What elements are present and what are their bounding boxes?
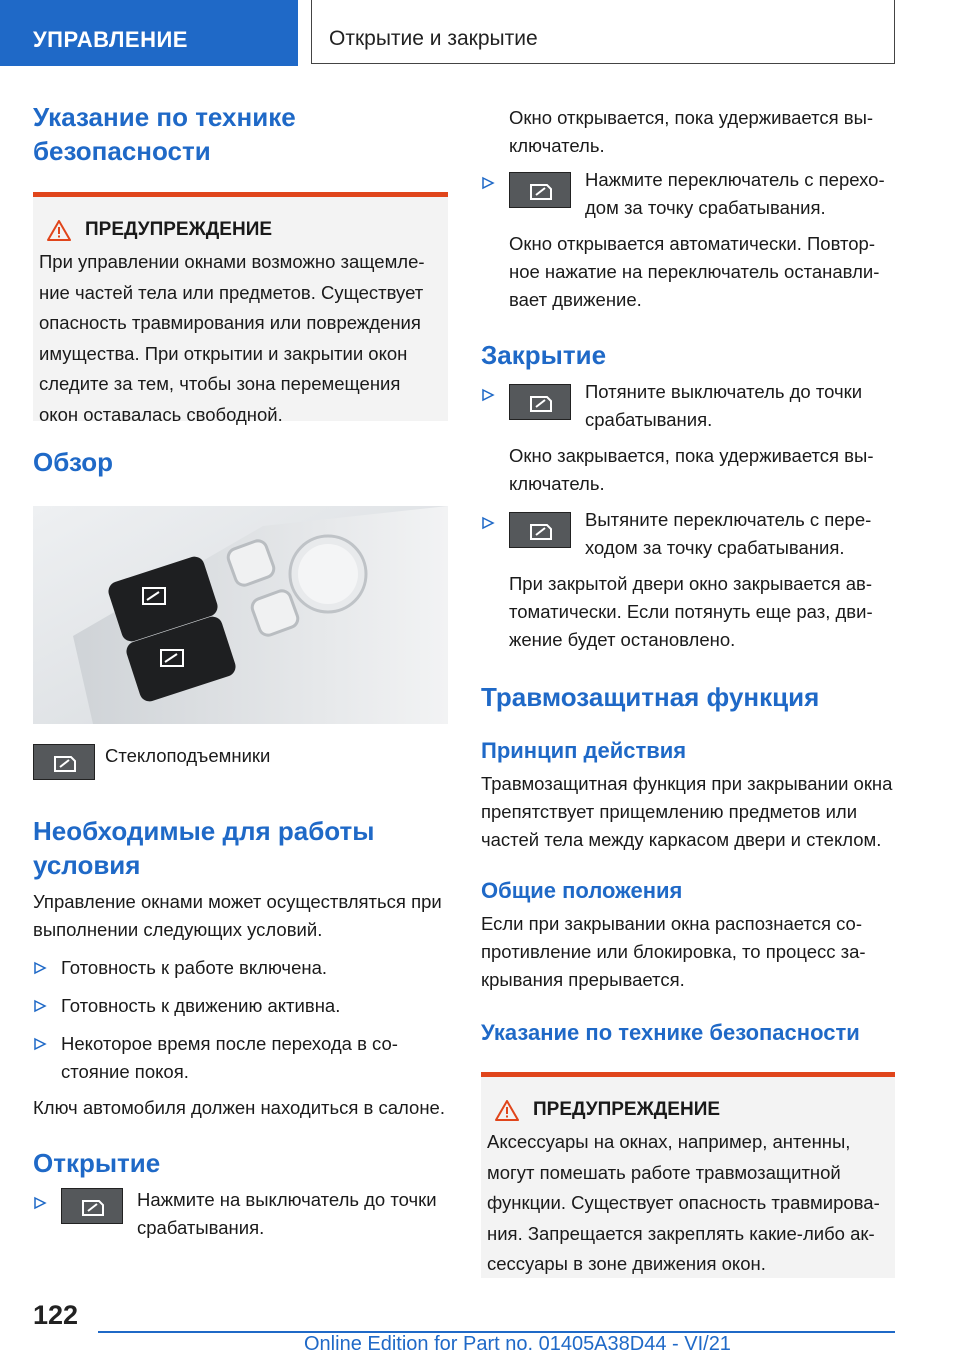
window-switch-photo bbox=[33, 506, 448, 724]
warning-title: ПРЕДУПРЕЖДЕНИЕ bbox=[85, 219, 273, 240]
conditions-intro: Управление окнами может осуществляться при выполнении следующих условий. bbox=[33, 891, 442, 940]
section-tab: УПРАВЛЕНИЕ bbox=[0, 0, 298, 66]
close-step-1: Потяните выключатель до точки срабатывания. bbox=[481, 378, 896, 434]
bullet-triangle-icon bbox=[481, 388, 495, 402]
bullet-triangle-icon bbox=[33, 961, 47, 975]
bullet-triangle-icon bbox=[33, 1196, 47, 1210]
bullet-triangle-icon bbox=[33, 1037, 47, 1051]
warning-triangle-icon bbox=[495, 1100, 519, 1121]
bullet-triangle-icon bbox=[33, 999, 47, 1013]
right-column bbox=[481, 104, 896, 1278]
window-switch-icon bbox=[33, 744, 95, 780]
window-switch-icon bbox=[509, 512, 571, 548]
safety-heading: Указание по технике безопасности bbox=[33, 102, 296, 166]
pinch-protection-heading: Травмозащитная функция bbox=[481, 682, 820, 712]
key-note: Ключ автомобиля должен находиться в салоне. bbox=[33, 1097, 445, 1118]
overview-heading: Обзор bbox=[33, 447, 113, 477]
warning-title: ПРЕДУПРЕЖДЕНИЕ bbox=[533, 1099, 721, 1120]
close-step-1-result: Окно закрывается, пока удерживается выключатель. bbox=[509, 445, 874, 494]
list-item: Некоторое время после перехода в состояние покоя. bbox=[33, 1030, 448, 1086]
opening-heading: Открытие bbox=[33, 1148, 161, 1178]
warning-text: Аксессуары на окнах, например, антенны, могут помешать работе травмозащитной функции. Существует опасность травмирования. Запрещается закреплять какие-либо аксессуары в зоне движения окон. bbox=[487, 1131, 880, 1274]
window-switch-illustration bbox=[33, 506, 448, 724]
general-heading: Общие положения bbox=[481, 878, 683, 903]
window-switch-icon bbox=[509, 172, 571, 208]
close-step-2-result: При закрытой двери окно закрывается автоматически. Если потянуть еще раз, движение будет остановлено. bbox=[509, 573, 873, 650]
list-item: Готовность к движению активна. bbox=[33, 992, 448, 1020]
window-switch-icon bbox=[509, 384, 571, 420]
window-switch-icon bbox=[61, 1188, 123, 1224]
icon-caption: Стеклоподъемники bbox=[105, 745, 271, 766]
open-step-2: Нажмите переключатель с переходом за точку срабатывания. bbox=[481, 166, 896, 222]
conditions-heading: Необходимые для работы условия bbox=[33, 816, 375, 880]
close-step-2: Вытяните переключатель с переходом за точку срабатывания. bbox=[481, 506, 896, 562]
open-step-1: Нажмите на выключатель до точки срабатывания. bbox=[33, 1186, 448, 1242]
open-step-2-result: Окно открывается автоматически. Повторное нажатие на переключатель останавливает движение. bbox=[509, 233, 880, 310]
warning-box bbox=[33, 192, 448, 425]
left-column bbox=[33, 100, 448, 1242]
open-step-1-result: Окно открывается, пока удерживается выключатель. bbox=[509, 107, 874, 156]
warning-text: При управлении окнами возможно защемление частей тела или предметов. Существует опасность травмирования или повреждения имущества. При открытии и закрытии окон следите за тем, чтобы зона перемещения окон оставалась свободной. bbox=[39, 251, 425, 425]
warning-box-2 bbox=[481, 1072, 895, 1278]
bullet-triangle-icon bbox=[481, 516, 495, 530]
page-number: 122 bbox=[33, 1300, 79, 1330]
general-text: Если при закрывании окна распознается сопротивление или блокировка, то процесс закрывания прерывается. bbox=[481, 913, 866, 990]
list-item: Готовность к работе включена. bbox=[33, 954, 448, 982]
closing-heading: Закрытие bbox=[481, 340, 607, 370]
principle-text: Травмозащитная функция при закрывании окна препятствует прищемлению предметов или частей тела между каркасом двери и стеклом. bbox=[481, 773, 893, 850]
safety-heading-2: Указание по технике безопасности bbox=[481, 1020, 860, 1045]
chapter-title: Открытие и закрытие bbox=[311, 0, 895, 64]
bullet-triangle-icon bbox=[481, 176, 495, 190]
warning-triangle-icon bbox=[47, 220, 71, 241]
principle-heading: Принцип действия bbox=[481, 738, 687, 763]
edition-note: Online Edition for Part no. 01405A38D44 - VI/21 bbox=[304, 1333, 731, 1355]
